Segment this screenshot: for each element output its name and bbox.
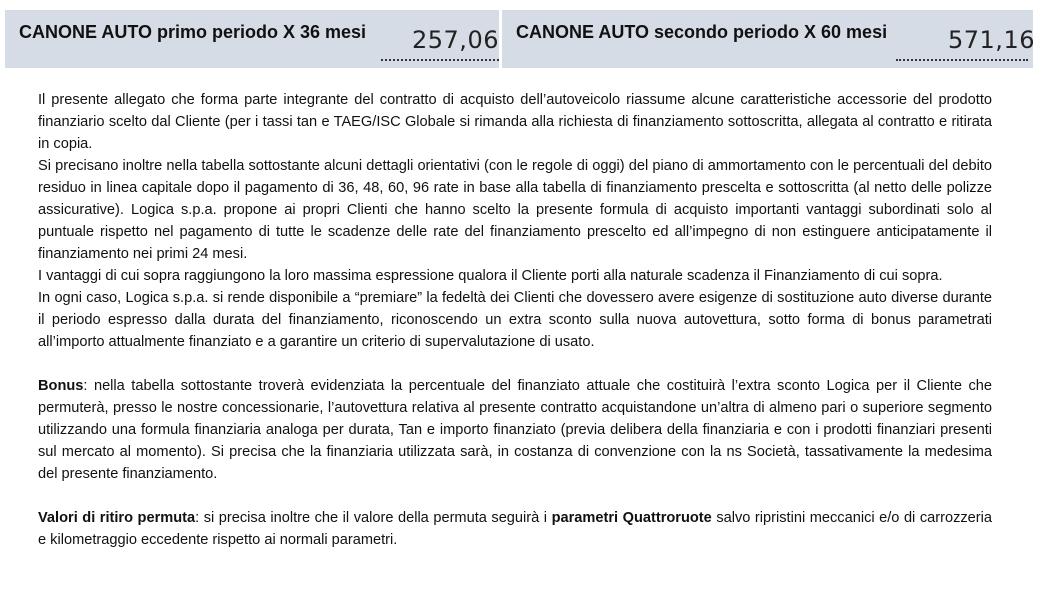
- paragraph-bonus: [38, 375, 992, 485]
- document-body: [38, 89, 992, 551]
- paragraph-loyalty: In ogni caso, Logica s.p.a. si rende disponibile a “premiare” la fedeltà dei Clienti che dovessero avere esigenze di sostituzione auto diverse durante il periodo espresso dalla durata del finanziamento, riconoscendo un extra sconto sulla nuova autovettura, sotto forma di bonus parametrati all’importo attualmente finanziato e a garantire un criterio di supervalutazione di usato.: [38, 290, 992, 350]
- canone-second-value: 571,16: [948, 26, 1035, 54]
- canone-second-label: CANONE AUTO secondo periodo X 60 mesi: [516, 22, 888, 42]
- valori-text-b: salvo ripristini meccanici e/o di carrozzeria e kilometraggio eccedente rispetto ai normali parametri.: [38, 510, 993, 548]
- valori-text-a: : si precisa inoltre che il valore della permuta seguirà i: [195, 510, 552, 526]
- bonus-text: : nella tabella sottostante troverà evidenziata la percentuale del finanziato attuale che costituirà l’extra sconto Logica per il Cliente che permuterà, presso le nostre concessionarie, l’autovettura relativa al presente contratto acquistandone un’altra di almeno pari o superiore segmento utilizzando una formula finanziaria analoga per durata, Tan e importo finanziato (previa delibera della finanziaria e con i prodotti finanziari presenti sul mercato al momento). Si precisa che la finanziaria utilizzata sarà, in costanza di convenzione con la ns Società, tassativamente la medesima del presente finanziamento.: [38, 378, 992, 482]
- canone-second-period: [502, 10, 1033, 68]
- canone-first-period: [5, 10, 499, 68]
- dotted-underline: [896, 59, 1028, 61]
- paragraph-advantages: I vantaggi di cui sopra raggiungono la loro massima espressione qualora il Cliente porti alla naturale scadenza il Finanziamento di cui sopra.: [38, 268, 943, 284]
- canone-header: [0, 0, 1045, 68]
- paragraph-valori: [38, 507, 992, 551]
- paragraph-details: Si precisano inoltre nella tabella sottostante alcuni dettagli orientativi (con le regole di oggi) del piano di ammortamento con le percentuali del debito residuo in linea capitale dopo il pagamento di 36, 48, 60, 96 rate in base alla tabella di finanziamento prescelta e sottoscritta (al netto delle polizze assicurative). Logica s.p.a. propone ai propri Clienti che hanno scelto la presente formula di acquisto importanti vantaggi subordinati solo al puntuale rispetto nel pagamento di tutte le scadenze delle rate del finanziamento prescelto ed all’impegno di non estinguere anticipatamente il finanziamento nei primi 24 mesi.: [38, 158, 992, 262]
- valori-bold: parametri Quattroruote: [551, 510, 712, 526]
- bonus-label: Bonus: [38, 378, 84, 394]
- paragraph-intro: Il presente allegato che forma parte integrante del contratto di acquisto dell’autoveicolo riassume alcune caratteristiche accessorie del prodotto finanziario scelto dal Cliente (per i tassi tan e TAEG/ISC Globale si rimanda alla richiesta di finanziamento sottoscritta, allegata al contratto e ritirata in copia.: [38, 92, 992, 152]
- dotted-underline: [381, 59, 499, 61]
- valori-label: Valori di ritiro permuta: [38, 510, 196, 526]
- canone-first-label: CANONE AUTO primo periodo X 36 mesi: [19, 22, 367, 42]
- canone-first-value: 257,06: [412, 26, 499, 54]
